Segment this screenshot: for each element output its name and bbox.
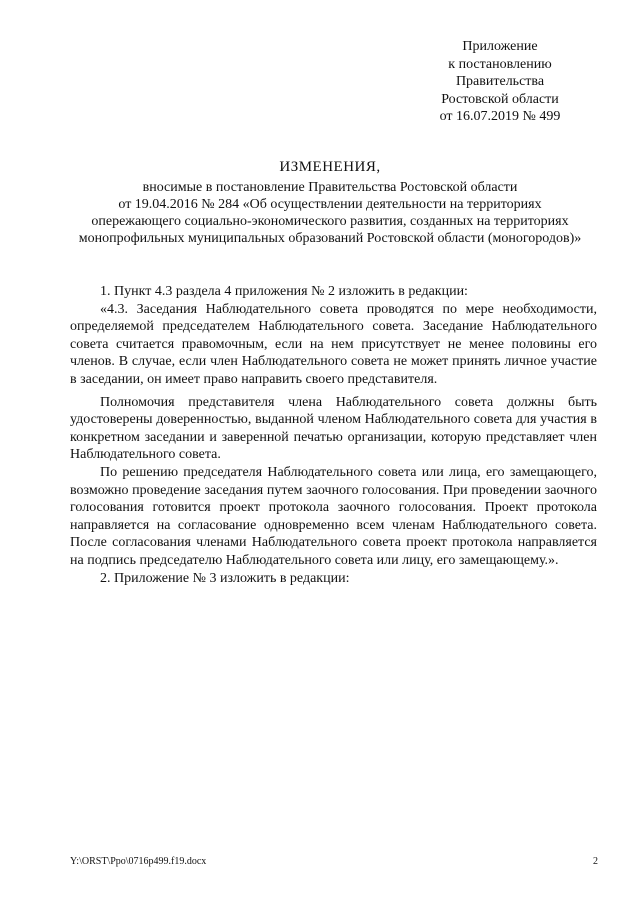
appendix-line: Ростовской области [441,91,559,107]
body-paragraph: По решению председателя Наблюдательного совета или лица, его замещающего, возможно проведение заседания путем заочного голосования. При проведении заочного голосования готовится проект протокола заочного голосования. Проект протокола направляется на согласование одновременно всем членам Наблюдательного совета. После согласования членами Наблюдательного совета проект протокола направляется на подпись председателю Наблюдательного совета или лицу, его замещающему.». [70,464,597,568]
heading-subtitle-line: от 19.04.2016 № 284 «Об осуществлении деятельности на территориях [118,197,542,212]
body-paragraph: 2. Приложение № 3 изложить в редакции: [100,570,350,586]
appendix-line: от 16.07.2019 № 499 [439,109,561,124]
appendix-line: к постановлению [448,56,552,72]
page-number: 2 [593,856,598,867]
document-heading [60,159,600,247]
document-body [70,283,597,587]
document-title: ИЗМЕНЕНИЯ, [279,159,381,175]
heading-subtitle-line: вносимые в постановление Правительства Ростовской области [142,180,518,195]
body-paragraph: «4.3. Заседания Наблюдательного совета проводятся по мере необходимости, определяемой председателем Наблюдательного совета. Заседание Наблюдательного совета считается правомочным, если на нем присутствует не менее половины его членов. В случае, если член Наблюдательного совета не может принять личное участие в заседании, он имеет право направить своего представителя. [70,301,597,387]
body-paragraph: Полномочия представителя члена Наблюдательного совета должны быть удостоверены доверенностью, выданной членом Наблюдательного совета для участия в конкретном заседании и заверенной печатью организации, которую представляет член Наблюдательного совета. [70,394,597,463]
appendix-line: Правительства [455,74,545,89]
appendix-block [400,38,600,126]
body-paragraph: 1. Пункт 4.3 раздела 4 приложения № 2 изложить в редакции: [100,284,468,299]
footer-file-path: Y:\ORST\Ppo\0716p499.f19.docx [70,856,207,867]
heading-subtitle-line: опережающего социально-экономического развития, созданных на территориях [91,214,569,229]
appendix-line: Приложение [462,39,538,54]
heading-subtitle-line: монопрофильных муниципальных образований Ростовской области (моногородов)» [78,231,582,246]
